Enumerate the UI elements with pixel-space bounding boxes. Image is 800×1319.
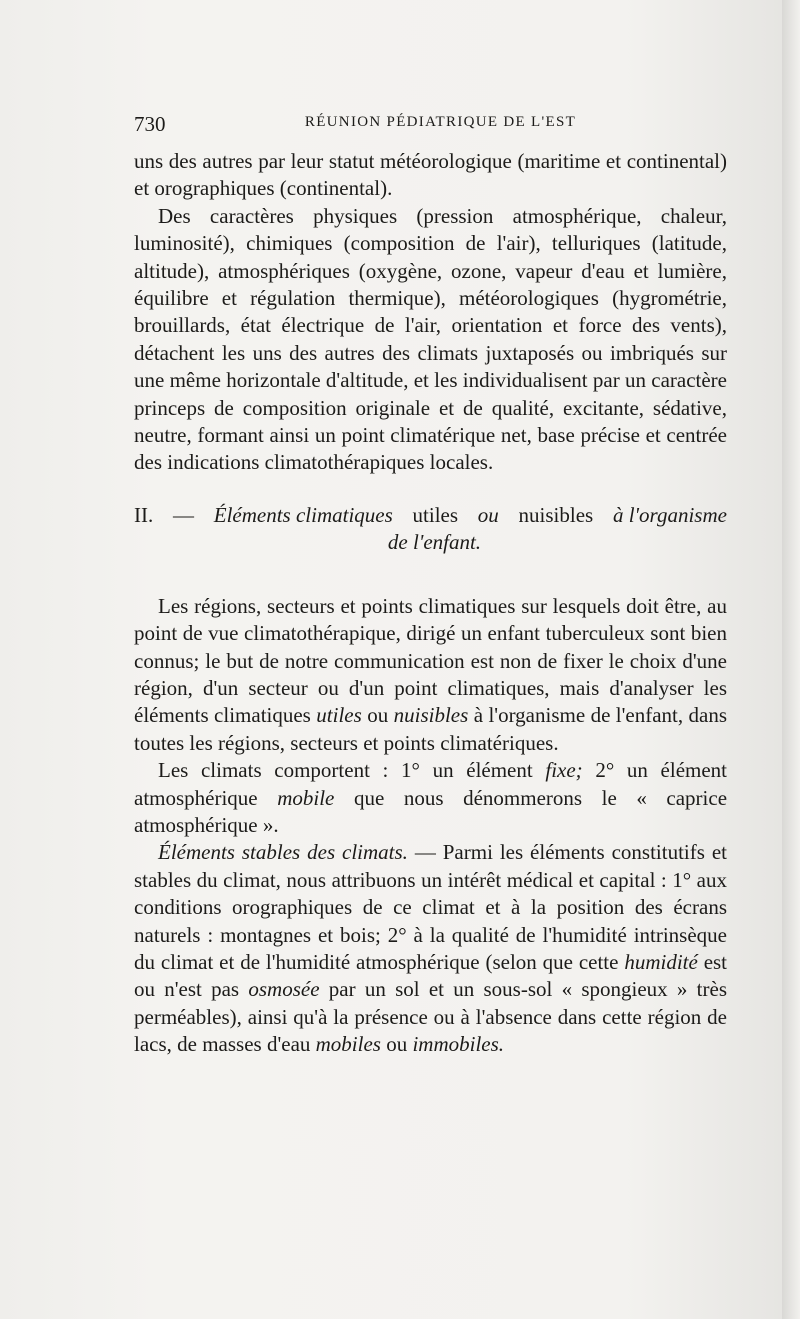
section-title-part: à l'organisme — [612, 502, 727, 527]
section-heading-line-1 — [134, 502, 727, 529]
text-run: que nous dénommerons le « caprice atmosphérique ». — [134, 785, 728, 837]
paragraph-1: uns des autres par leur statut météorologique (maritime et continental) et orographiques (continental). — [134, 149, 727, 201]
spacer — [134, 557, 727, 593]
text-run: est ou n'est pas — [134, 949, 728, 1002]
text-run: — Parmi les éléments constitutifs et stables du climat, nous attribuons un intérêt médical et capital : 1° aux conditions orographiques de ce climat et à la position des écrans naturels : montagnes et bois; 2° à la qualité de l'humidité intrinsèque du climat et de l'humidité atmosphérique (selon que cette — [134, 840, 727, 974]
italic-run: utiles — [316, 703, 362, 728]
section-title-part: nuisibles — [518, 502, 594, 527]
text-run: à l'organisme de l'enfant, dans toutes les régions, secteurs et points climatériques. — [134, 703, 728, 755]
italic-run: mobiles — [315, 1032, 381, 1057]
section-title-part: utiles — [412, 502, 459, 527]
section-title-part: Éléments climatiques — [213, 502, 393, 527]
text-run: ou — [367, 703, 389, 728]
paragraph-4 — [134, 757, 727, 839]
page-body — [134, 148, 727, 1059]
section-heading — [134, 502, 727, 557]
section-heading-line-2 — [134, 529, 727, 556]
italic-run: immobiles. — [412, 1032, 505, 1057]
paragraph-2: Des caractères physiques (pression atmosphérique, chaleur, luminosité), chimiques (composition de l'air), telluriques (latitude, altitude), atmosphériques (oxygène, ozone, vapeur d'eau et lumière, équilibre et régulation thermique), météorologiques (hygrométrie, brouillards, état électrique de l'air, orientation et force des vents), détachent les uns des autres des climats juxtaposés ou imbriqués sur une même horizontale d'altitude, et les individualisent par un caractère princeps de composition originale et de qualité, excitante, sédative, neutre, formant ainsi un point climatérique net, base précise et centrée des indications climatothérapiques locales. — [134, 203, 727, 475]
paragraph-3 — [134, 593, 727, 757]
page-edge — [782, 0, 800, 1319]
text-run: Les régions, secteurs et points climatiques sur lesquels doit être, au point de vue climatothérapique, dirigé un enfant tuberculeux sont bien connus; le but de notre communication est non de fixer le choix d'une région, d'un secteur ou d'un point climatiques, mais d'analyser les éléments climatiques — [134, 593, 727, 728]
page-number: 730 — [134, 112, 166, 136]
italic-run: Éléments stables des climats. — [158, 840, 408, 865]
page-header — [134, 112, 727, 142]
italic-run: osmosée — [248, 977, 320, 1002]
italic-run: mobile — [277, 785, 335, 810]
section-title-part: de l'enfant. — [387, 530, 482, 555]
running-title: RÉUNION PÉDIATRIQUE DE L'EST — [304, 114, 577, 130]
text-run: 2° un élément atmosphérique — [134, 758, 728, 810]
text-run: Les climats comportent : 1° un élément — [158, 758, 533, 783]
section-title-part: ou — [477, 502, 499, 527]
text-run: par un sol et un sous-sol « spongieux » très perméables), ainsi qu'à la présence ou à l'absence dans cette région de lacs, de masses d'eau — [134, 977, 727, 1057]
italic-run: humidité — [624, 949, 698, 974]
section-dash: — — [173, 502, 194, 527]
section-number: II. — [134, 502, 154, 527]
paragraph-5 — [134, 839, 727, 1058]
italic-run: nuisibles — [393, 703, 469, 728]
italic-run: fixe; — [545, 758, 583, 783]
text-run: ou — [386, 1032, 408, 1057]
